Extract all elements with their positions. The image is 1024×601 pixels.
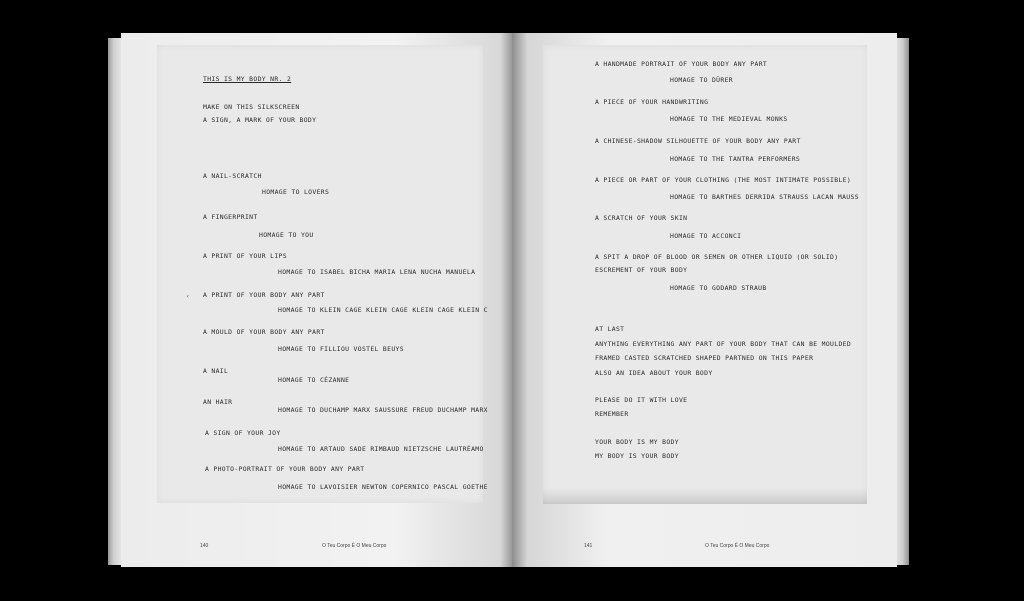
closing-line: FRAMED CASTED SCRATCHED SHAPED PARTNED ON THIS PAPER [595,354,814,362]
list-item: A HANDMADE PORTRAIT OF YOUR BODY ANY PART [595,60,768,68]
list-item: A SCRATCH OF YOUR SKIN [595,214,688,222]
homage-line: HOMAGE TO LOVERS [262,188,330,196]
ending-line: YOUR BODY IS MY BODY [595,438,679,446]
list-item: A NAIL [203,367,229,375]
intro-line: MAKE ON THIS SILKSCREEN [203,103,300,111]
ending-line: MY BODY IS YOUR BODY [595,452,679,460]
scan-smudge [543,488,867,504]
list-item: A NAIL-SCRATCH [203,172,262,180]
homage-line: HOMAGE TO ISABEL BICHA MARIA LENA NUCHA MANUELA [278,268,476,276]
list-item: A PRINT OF YOUR LIPS [203,252,287,260]
list-item: A PIECE OF YOUR HANDWRITING [595,98,709,106]
list-item: A PRINT OF YOUR BODY ANY PART [203,291,325,299]
homage-line: HOMAGE TO LAVOISIER NEWTON COPERNICO PASCAL GOETHE [278,483,488,491]
list-item-continued: ESCREMENT OF YOUR BODY [595,266,688,274]
intro-line: A SIGN, A MARK OF YOUR BODY [203,116,317,124]
homage-line: HOMAGE TO THE TANTRA PERFORMERS [670,155,801,163]
margin-mark: ‹ [186,293,190,300]
homage-line: HOMAGE TO DUCHAMP MARX SAUSSURE FREUD DUCHAMP MARX [278,406,488,414]
homage-line: HOMAGE TO BARTHES DERRIDA STRAUSS LACAN MAUSS [670,193,859,201]
list-item: A SPIT A DROP OF BLOOD OR SEMEN OR OTHER LIQUID (OR SOLID) [595,253,839,261]
homage-line: HOMAGE TO ACCONCI [670,232,742,240]
running-title: O Teu Corpo É O Meu Corpo [322,543,387,549]
page-stack-left [108,38,122,565]
list-item: A PIECE OR PART OF YOUR CLOTHING (THE MOST INTIMATE POSSIBLE) [595,176,852,184]
list-item: A FINGERPRINT [203,213,258,221]
closing-line: ANYTHING EVERYTHING ANY PART OF YOUR BODY THAT CAN BE MOULDED [595,340,852,348]
list-item: A SIGN OF YOUR JOY [205,429,281,437]
homage-line: HOMAGE TO CÉZANNE [278,376,350,384]
homage-line: HOMAGE TO ARTAUD SADE RIMBAUD NIETZSCHE LAUTRÉAMO [278,445,484,453]
homage-line: HOMAGE TO DÜRER [670,76,733,84]
running-title: O Teu Corpo É O Meu Corpo [705,543,770,549]
homage-line: HOMAGE TO KLEIN CAGE KLEIN CAGE KLEIN CAGE KLEIN C [278,306,488,314]
homage-line: HOMAGE TO THE MEDIEVAL MONKS [670,115,788,123]
homage-line: HOMAGE TO FILLIOU VOSTEL BEUYS [278,345,404,353]
page-number: 140 [200,543,209,549]
list-item: A MOULD OF YOUR BODY ANY PART [203,328,325,336]
sheet-title: THIS IS MY BODY NR. 2 [203,75,292,83]
list-item: A PHOTO-PORTRAIT OF YOUR BODY ANY PART [205,465,365,473]
closing-line: ALSO AN IDEA ABOUT YOUR BODY [595,369,713,377]
plea-line: PLEASE DO IT WITH LOVE [595,396,688,404]
page-number: 141 [584,543,593,549]
list-item: A CHINESE-SHADOW SILHOUETTE OF YOUR BODY ANY PART [595,137,801,145]
homage-line: HOMAGE TO YOU [259,231,314,239]
closing-line: AT LAST [595,325,625,333]
right-scanned-sheet [543,45,867,504]
homage-line: HOMAGE TO GODARD STRAUB [670,284,767,292]
plea-line: REMEMBER [595,410,629,418]
list-item: AN HAIR [203,398,233,406]
